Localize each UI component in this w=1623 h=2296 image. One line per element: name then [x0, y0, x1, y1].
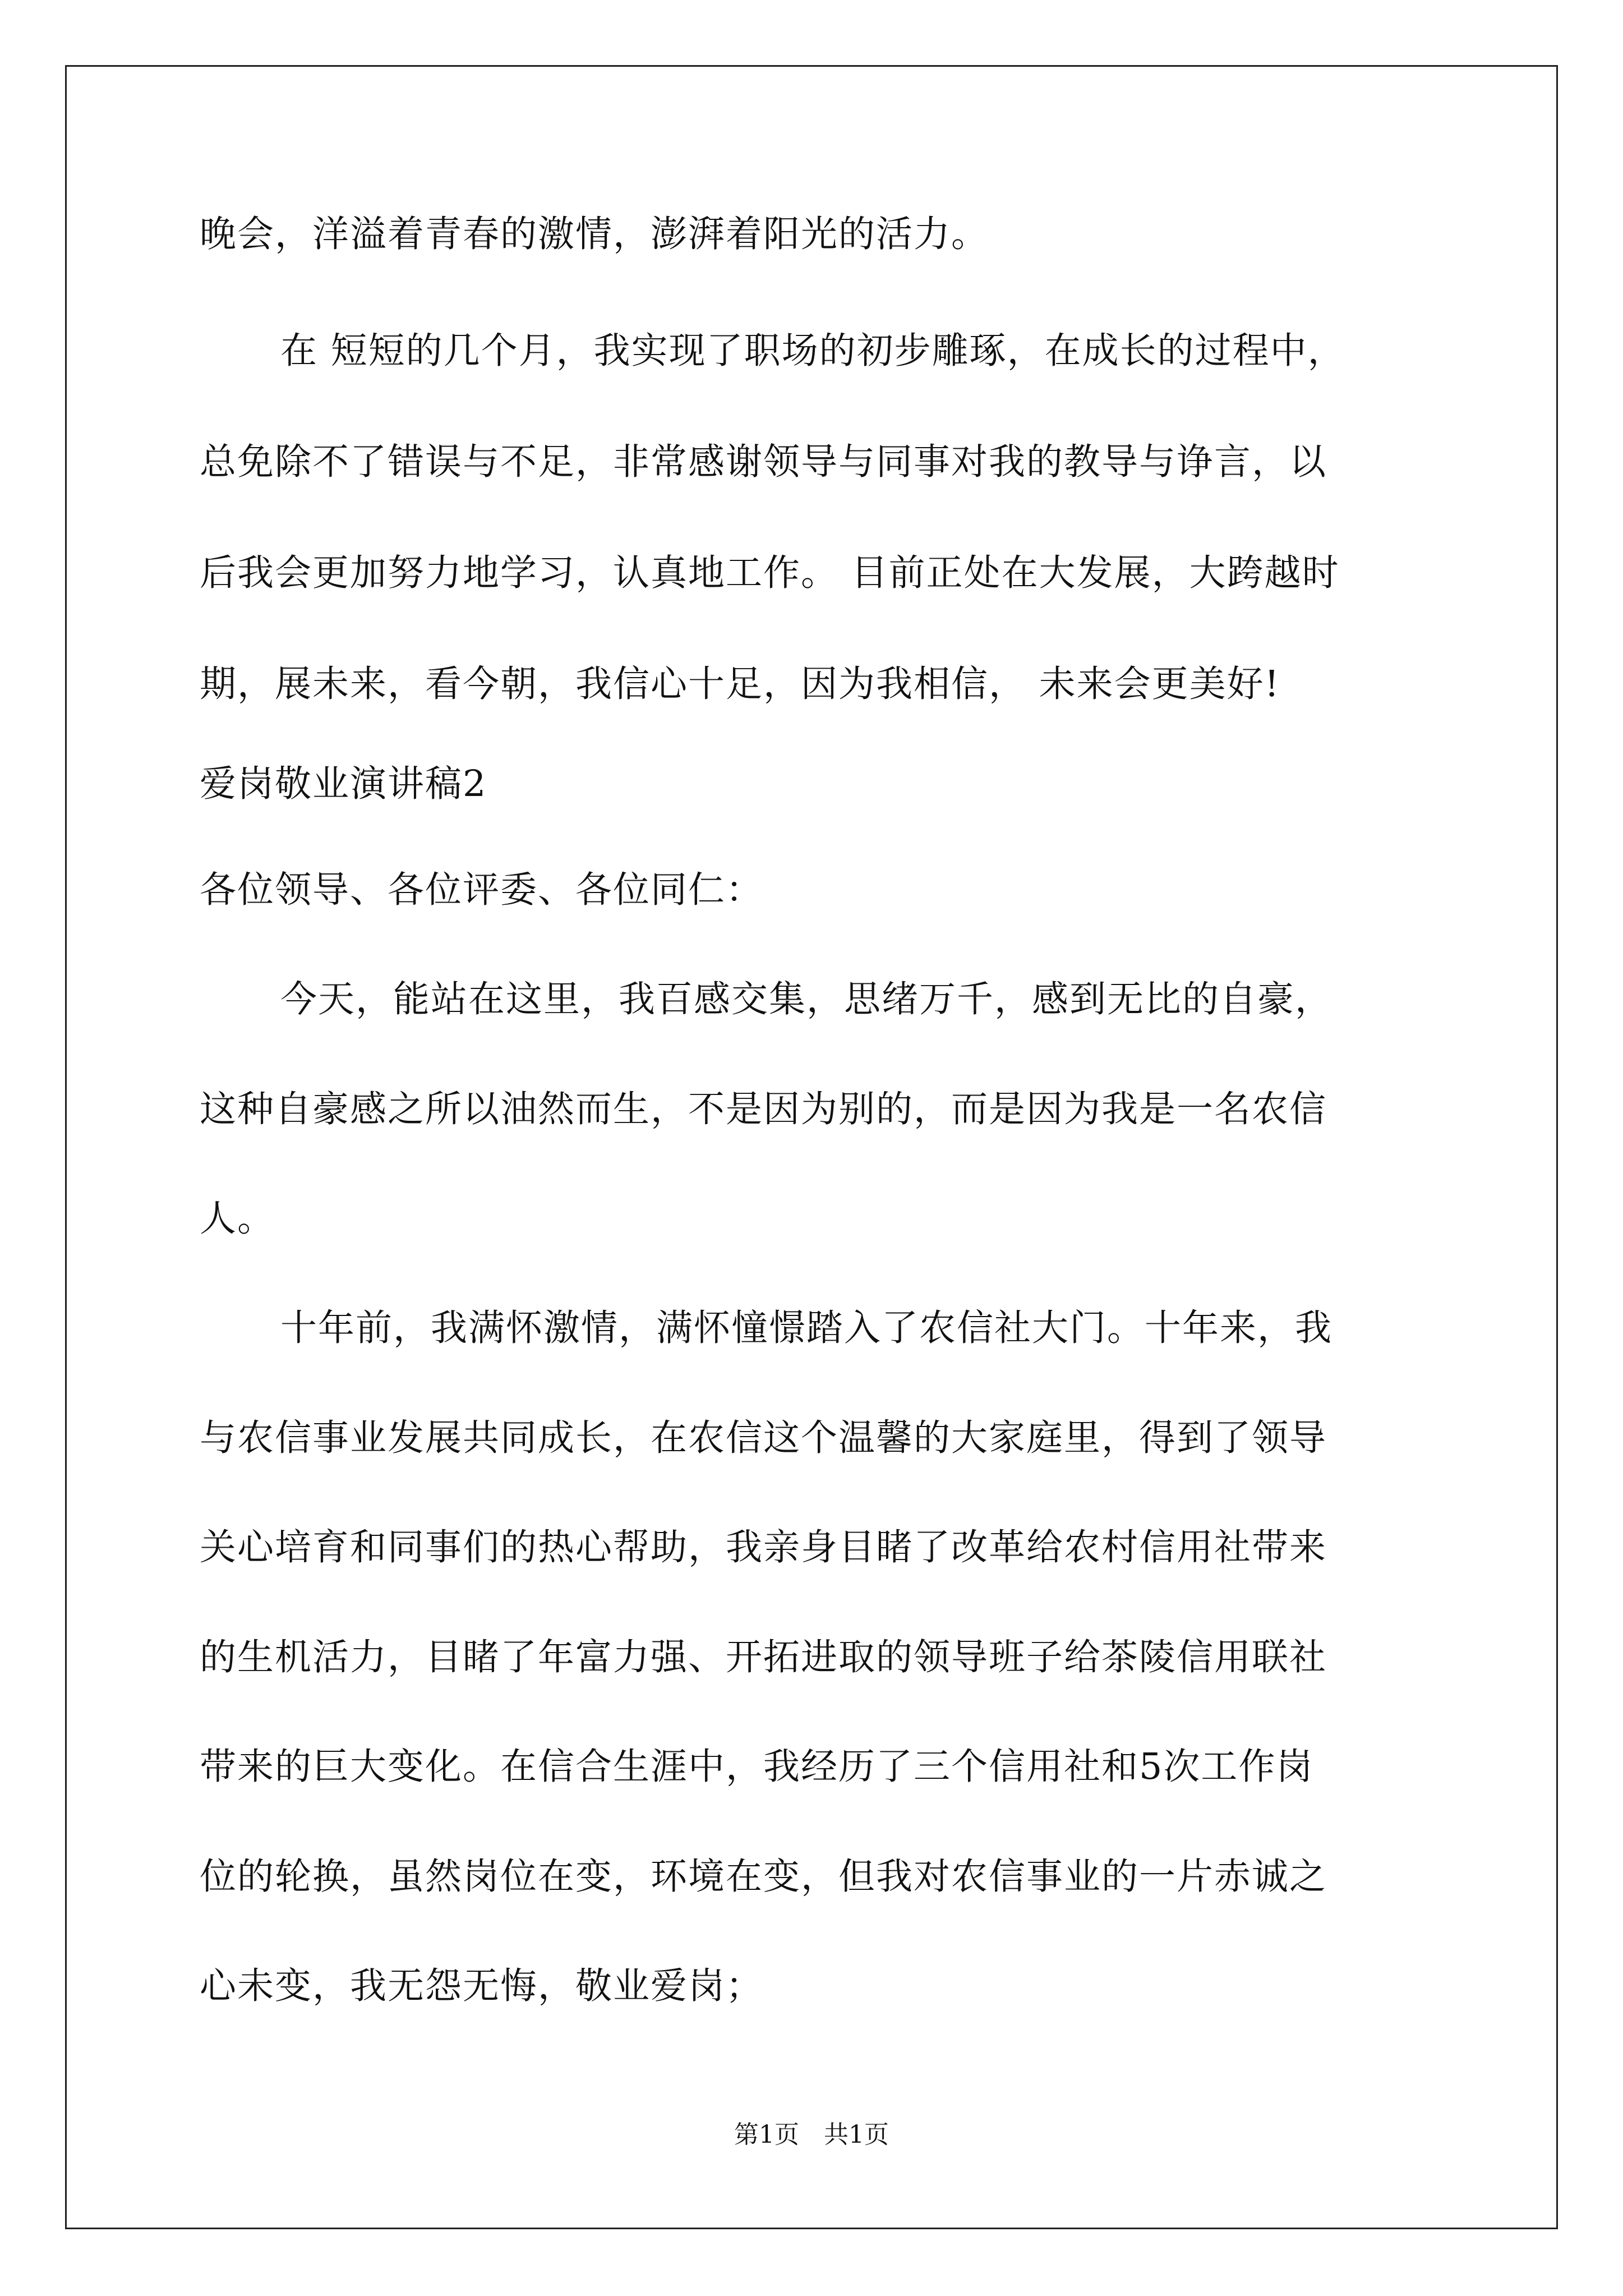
paragraph-line: 与农信事业发展共同成长，在农信这个温馨的大家庭里，得到了领导 — [200, 1417, 1327, 1459]
paragraph-line: 今天，能站在这里，我百感交集，思绪万千，感到无比的自豪， — [280, 978, 1333, 1020]
paragraph-line: 十年前，我满怀激情，满怀憧憬踏入了农信社大门。十年来，我 — [280, 1307, 1333, 1349]
page-border — [65, 65, 1558, 2229]
salutation: 各位领导、各位评委、各位同仁： — [200, 869, 764, 911]
paragraph-line: 这种自豪感之所以油然而生，不是因为别的，而是因为我是一名农信 — [200, 1088, 1327, 1130]
paragraph-line: 关心培育和同事们的热心帮助，我亲身目睹了改革给农村信用社带来 — [200, 1526, 1327, 1568]
section-heading: 爱岗敬业演讲稿2 — [200, 763, 487, 805]
paragraph-line: 人。 — [200, 1198, 275, 1240]
paragraph-line: 的生机活力，目睹了年富力强、开拓进取的领导班子给茶陵信用联社 — [200, 1636, 1327, 1678]
paragraph-line: 位的轮换，虽然岗位在变，环境在变，但我对农信事业的一片赤诚之 — [200, 1856, 1327, 1898]
paragraph-line: 晚会，洋溢着青春的激情，澎湃着阳光的活力。 — [200, 213, 989, 255]
page-footer: 第1页 共1页 — [734, 2120, 889, 2149]
paragraph-line: 带来的巨大变化。在信合生涯中，我经历了三个信用社和5次工作岗 — [200, 1746, 1314, 1788]
paragraph-line: 心未变，我无怨无悔，敬业爱岗； — [200, 1965, 764, 2007]
paragraph-line: 总免除不了错误与不足，非常感谢领导与同事对我的教导与诤言，以 — [200, 441, 1327, 483]
paragraph-line: 期，展未来，看今朝，我信心十足，因为我相信， 未来会更美好! — [200, 663, 1280, 705]
paragraph-line: 在 短短的几个月，我实现了职场的初步雕琢，在成长的过程中， — [280, 330, 1345, 372]
paragraph-line: 后我会更加努力地学习，认真地工作。 目前正处在大发展，大跨越时 — [200, 552, 1340, 594]
